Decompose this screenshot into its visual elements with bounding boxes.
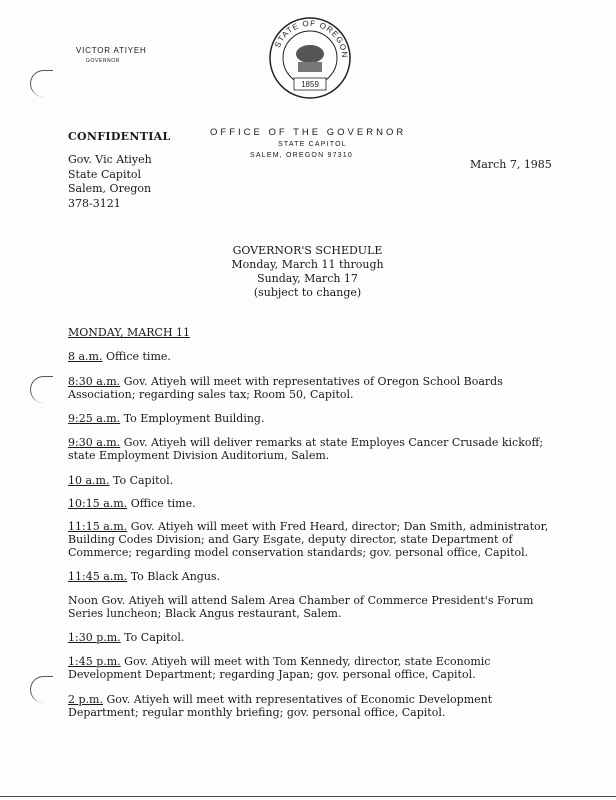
entry-text: Gov. Atiyeh will meet with Tom Kennedy, director, state Economic Development Department; regarding Japan; gov. personal office, Capitol. bbox=[68, 655, 491, 681]
entry-text: Gov. Atiyeh will attend Salem Area Chamber of Commerce President's Forum Series luncheon; Black Angus restaurant, Salem. bbox=[68, 594, 534, 620]
entry-time: 11:15 a.m. bbox=[68, 520, 128, 533]
entry-time: 9:25 a.m. bbox=[68, 412, 121, 425]
entry-time: 10:15 a.m. bbox=[68, 497, 128, 510]
schedule-entry bbox=[68, 693, 558, 719]
schedule-entry bbox=[68, 412, 558, 425]
schedule-entry bbox=[68, 520, 558, 559]
entry-time: Noon bbox=[68, 594, 98, 607]
entry-text: Gov. Atiyeh will deliver remarks at state Employes Cancer Crusade kickoff; state Employment Division Auditorium, Salem. bbox=[68, 436, 544, 462]
page-edge-line bbox=[0, 796, 616, 797]
entry-text: To Employment Building. bbox=[123, 412, 265, 425]
schedule-entry bbox=[68, 655, 558, 681]
seal-text: STATE OF OREGON bbox=[273, 18, 350, 59]
schedule-entry bbox=[68, 594, 558, 620]
binder-hole-mark bbox=[30, 376, 53, 403]
entry-text: To Black Angus. bbox=[130, 570, 221, 583]
schedule-entry bbox=[68, 375, 558, 401]
day-heading: MONDAY, MARCH 11 bbox=[68, 326, 191, 339]
oregon-seal-icon bbox=[268, 16, 352, 100]
entry-text: Office time. bbox=[105, 350, 171, 363]
entry-time: 1:30 p.m. bbox=[68, 631, 121, 644]
entry-text: Gov. Atiyeh will meet with representatives of Economic Development Department; regular monthly briefing; gov. personal office, Capitol. bbox=[68, 693, 493, 719]
entry-time: 8:30 a.m. bbox=[68, 375, 121, 388]
contact-name: Gov. Vic Atiyeh bbox=[68, 153, 152, 166]
schedule-entry bbox=[68, 436, 558, 462]
contact-block bbox=[68, 153, 152, 211]
document-date: March 7, 1985 bbox=[470, 158, 552, 171]
entry-text: To Capitol. bbox=[124, 631, 185, 644]
schedule-entry bbox=[68, 631, 558, 644]
entry-time: 2 p.m. bbox=[68, 693, 103, 706]
entry-time: 11:45 a.m. bbox=[68, 570, 128, 583]
confidential-label: CONFIDENTIAL bbox=[68, 130, 171, 143]
office-name: OFFICE OF THE GOVERNOR bbox=[210, 127, 407, 138]
schedule-entry bbox=[68, 350, 558, 363]
schedule-title bbox=[200, 244, 415, 300]
entry-time: 9:30 a.m. bbox=[68, 436, 121, 449]
entry-time: 8 a.m. bbox=[68, 350, 103, 363]
entry-text: Gov. Atiyeh will meet with representatives of Oregon School Boards Association; regarding sales tax; Room 50, Capitol. bbox=[68, 375, 503, 401]
entry-time: 1:45 p.m. bbox=[68, 655, 121, 668]
contact-phone: 378-3121 bbox=[68, 196, 121, 210]
binder-hole-mark bbox=[30, 676, 53, 703]
contact-building: State Capitol bbox=[68, 167, 142, 181]
governor-name: VICTOR ATIYEH bbox=[76, 46, 147, 55]
seal-year: 1859 bbox=[301, 80, 319, 89]
entry-time: 10 a.m. bbox=[68, 474, 110, 487]
governor-title: GOVERNOR bbox=[86, 58, 120, 64]
entry-text: To Capitol. bbox=[112, 474, 174, 487]
schedule-title-line: Sunday, March 17 bbox=[257, 272, 358, 285]
office-city: SALEM, OREGON 97310 bbox=[250, 152, 353, 159]
entry-text: Office time. bbox=[130, 497, 196, 510]
schedule-entry bbox=[68, 570, 558, 583]
binder-hole-mark bbox=[30, 70, 53, 97]
schedule-entry bbox=[68, 497, 558, 510]
schedule-title-line: (subject to change) bbox=[253, 286, 362, 299]
schedule-entry bbox=[68, 474, 558, 487]
entry-text: Gov. Atiyeh will meet with Fred Heard, director; Dan Smith, administrator, Building Codes Division; and Gary Esgate, deputy director, state Department of Commerce; regarding model conservation standards; gov. personal office, Capitol. bbox=[68, 520, 549, 559]
schedule-title-line: GOVERNOR'S SCHEDULE bbox=[232, 244, 383, 257]
office-building: STATE CAPITOL bbox=[278, 141, 347, 148]
contact-city: Salem, Oregon bbox=[68, 182, 152, 195]
schedule-title-line: Monday, March 11 through bbox=[231, 258, 384, 271]
